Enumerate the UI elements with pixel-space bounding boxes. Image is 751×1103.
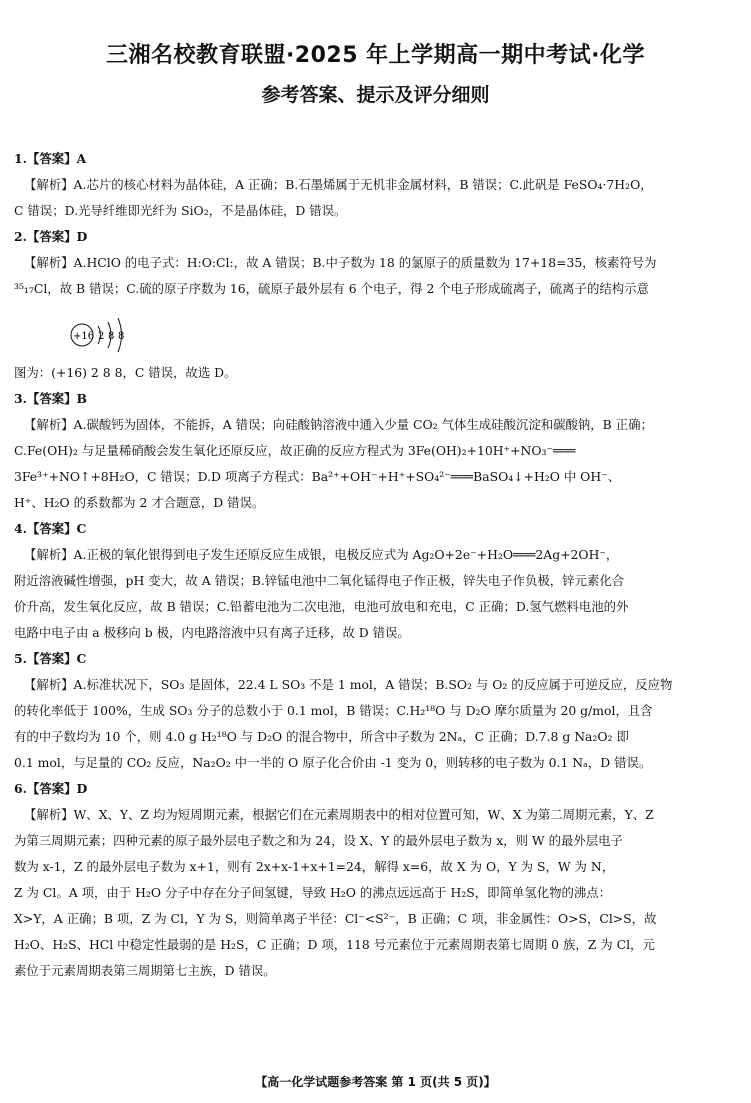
- explanation-line: H₂O、H₂S、HCl 中稳定性最弱的是 H₂S，C 正确；D 项，118 号元素位于元素周期表第七周期 0 族，Z 为 Cl，元: [14, 937, 655, 952]
- explanation-line: 0.1 mol，与足量的 CO₂ 反应，Na₂O₂ 中一半的 O 原子化合价由 -1 变为 0，则转移的电子数为 0.1 Nₐ，D 错误。: [14, 755, 652, 770]
- question-item: [14, 224, 737, 386]
- explanation-line: H⁺、H₂O 的系数都为 2 才合题意，D 错误。: [14, 495, 265, 510]
- question-item: [14, 516, 737, 646]
- explanation-line: 【解析】A.芯片的核心材料为晶体硅，A 正确；B.石墨烯属于无机非金属材料，B 错误；C.此矾是 FeSO₄·7H₂O，: [24, 177, 653, 192]
- explanation-line: 素位于元素周期表第三周期第七主族，D 错误。: [14, 963, 276, 978]
- explanation-line: 【解析】A.碳酸钙为固体，不能拆，A 错误；向硅酸钠溶液中通入少量 CO₂ 气体生成硅酸沉淀和碳酸钠，B 正确；: [24, 417, 653, 432]
- explanation-line: 附近溶液碱性增强，pH 变大，故 A 错误；B.锌锰电池中二氧化锰得电子作正极，锌失电子作负极，锌元素化合: [14, 573, 625, 588]
- explanation-line: 3Fe³⁺+NO↑+8H₂O，C 错误；D.D 项离子方程式：Ba²⁺+OH⁻+H⁺+SO₄²⁻═══BaSO₄↓+H₂O 中 OH⁻、: [14, 469, 621, 484]
- explanation-line: 数为 x-1，Z 的最外层电子数为 x+1，则有 2x+x-1+x+1=24，解得 x=6，故 X 为 O，Y 为 S，W 为 N，: [14, 859, 615, 874]
- question-item: [14, 776, 737, 984]
- question-item: [14, 146, 737, 224]
- explanation-line: 有的中子数均为 10 个，则 4.0 g H₂¹⁸O 与 D₂O 的混合物中，所含中子数为 2Nₐ，C 正确；D.7.8 g Na₂O₂ 即: [14, 729, 629, 744]
- sulfide-ion-structure-diagram: [14, 302, 737, 360]
- explanation-line: 为第三周期元素；四种元素的原子最外层电子数之和为 24，设 X、Y 的最外层电子数为 x，则 W 的最外层电子: [14, 833, 623, 848]
- svg-text:2: 2: [98, 331, 105, 342]
- atomic-structure-icon: [14, 302, 134, 360]
- explanation-line: X>Y，A 正确；B 项，Z 为 Cl，Y 为 S，则简单离子半径：Cl⁻<S²⁻，B 正确；C 项，非金属性：O>S，Cl>S，故: [14, 911, 657, 926]
- explanation-line: Z 为 Cl。A 项，由于 H₂O 分子中存在分子间氢键，导致 H₂O 的沸点远远高于 H₂S，即简单氢化物的沸点：: [14, 885, 612, 900]
- svg-text:+16: +16: [73, 331, 95, 342]
- explanation-line: C 错误；D.光导纤维即光纤为 SiO₂，不是晶体硅，D 错误。: [14, 203, 347, 218]
- explanation-line: 图为：(+16) 2 8 8，C 错误，故选 D。: [14, 365, 237, 380]
- svg-text:8: 8: [118, 331, 125, 342]
- answer-line: 3.【答案】B: [14, 391, 87, 406]
- page-footer: 【高一化学试题参考答案 第 1 页(共 5 页)】: [255, 1075, 496, 1089]
- answer-line: 4.【答案】C: [14, 521, 87, 536]
- explanation-line: 【解析】A.HClO 的电子式：H:O:Cl:，故 A 错误；B.中子数为 18 的氯原子的质量数为 17+18=35，核素符号为: [24, 255, 657, 270]
- page-title: 三湘名校教育联盟·2025 年上学期高一期中考试·化学: [105, 43, 646, 68]
- explanation-line: 电路中电子由 a 极移向 b 极，内电路溶液中只有离子迁移，故 D 错误。: [14, 625, 410, 640]
- explanation-line: 的转化率低于 100%，生成 SO₃ 分子的总数小于 0.1 mol，B 错误；C.H₂¹⁸O 与 D₂O 摩尔质量为 20 g/mol，且含: [14, 703, 653, 718]
- explanation-line: 【解析】A.正极的氧化银得到电子发生还原反应生成银，电极反应式为 Ag₂O+2e⁻+H₂O═══2Ag+2OH⁻，: [24, 547, 619, 562]
- explanation-line: 价升高，发生氧化反应，故 B 错误；C.铅蓄电池为二次电池，电池可放电和充电，C 正确；D.氢气燃料电池的外: [14, 599, 629, 614]
- question-item: [14, 386, 737, 516]
- explanation-line: 【解析】W、X、Y、Z 均为短周期元素，根据它们在元素周期表中的相对位置可知，W、X 为第二周期元素，Y、Z: [24, 807, 654, 822]
- explanation-line: C.Fe(OH)₂ 与足量稀硝酸会发生氧化还原反应，故正确的反应方程式为 3Fe(OH)₂+10H⁺+NO₃⁻═══: [14, 443, 576, 458]
- answer-list: [14, 146, 737, 984]
- answer-line: 2.【答案】D: [14, 229, 88, 244]
- answer-line: 5.【答案】C: [14, 651, 87, 666]
- page-subtitle: 参考答案、提示及评分细则: [261, 84, 490, 106]
- question-item: [14, 646, 737, 776]
- explanation-line: 【解析】A.标准状况下，SO₃ 是固体，22.4 L SO₃ 不是 1 mol，A 错误；B.SO₂ 与 O₂ 的反应属于可逆反应，反应物: [24, 677, 673, 692]
- answer-line: 6.【答案】D: [14, 781, 88, 796]
- answer-line: 1.【答案】A: [14, 151, 87, 166]
- explanation-line: ³⁵₁₇Cl，故 B 错误；C.硫的原子序数为 16，硫原子最外层有 6 个电子，得 2 个电子形成硫离子，硫离子的结构示意: [14, 281, 649, 296]
- svg-text:8: 8: [108, 331, 115, 342]
